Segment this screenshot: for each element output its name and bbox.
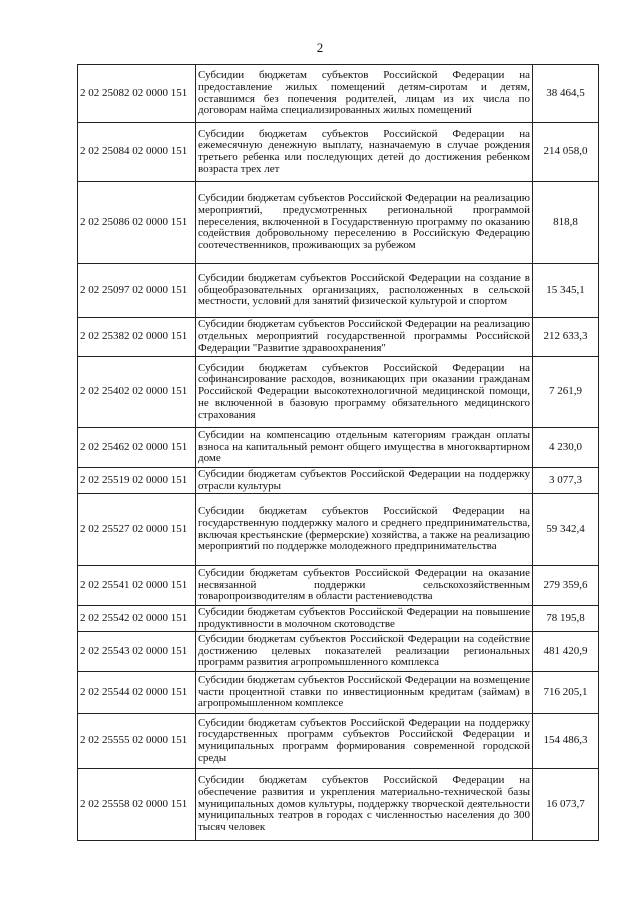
table-row (78, 318, 599, 357)
budget-description: Субсидии бюджетам субъектов Российской Федерации на ежемесячную денежную выплату, назначаемую в случае рождения третьего ребенка или последующих детей до достижения ребенком возраста трех лет (196, 123, 533, 182)
budget-amount: 15 345,1 (533, 264, 599, 318)
table-row (78, 182, 599, 264)
budget-amount: 3 077,3 (533, 468, 599, 494)
table-row (78, 769, 599, 841)
budget-description: Субсидии бюджетам субъектов Российской Федерации на обеспечение развития и укрепления материально-технической базы муниципальных домов культуры, поддержку творческой деятельности муниципальных театров в городах с численностью населения до 300 тысяч человек (196, 769, 533, 841)
budget-description: Субсидии бюджетам субъектов Российской Федерации на предоставление жилых помещений детям-сиротам и детям, оставшимся без попечения родителей, лицам из их числа по договорам найма специализированных жилых помещений (196, 65, 533, 123)
table-row (78, 264, 599, 318)
budget-table (77, 64, 599, 841)
budget-amount: 4 230,0 (533, 428, 599, 468)
budget-table-body (78, 65, 599, 841)
budget-code: 2 02 25086 02 0000 151 (78, 182, 196, 264)
budget-amount: 154 486,3 (533, 714, 599, 769)
budget-description: Субсидии бюджетам субъектов Российской Федерации на содействие достижению целевых показателей реализации региональных программ развития агропромышленного комплекса (196, 632, 533, 672)
table-row (78, 468, 599, 494)
budget-amount: 214 058,0 (533, 123, 599, 182)
budget-amount: 7 261,9 (533, 357, 599, 428)
table-row (78, 123, 599, 182)
table-row (78, 428, 599, 468)
budget-code: 2 02 25462 02 0000 151 (78, 428, 196, 468)
budget-code: 2 02 25542 02 0000 151 (78, 606, 196, 632)
budget-code: 2 02 25382 02 0000 151 (78, 318, 196, 357)
budget-description: Субсидии бюджетам субъектов Российской Федерации на софинансирование расходов, возникающих при оказании гражданам Российской Федерации высокотехнологичной медицинской помощи, не включенной в базовую программу обязательного медицинского страхования (196, 357, 533, 428)
budget-amount: 16 073,7 (533, 769, 599, 841)
budget-code: 2 02 25084 02 0000 151 (78, 123, 196, 182)
table-row (78, 606, 599, 632)
budget-code: 2 02 25097 02 0000 151 (78, 264, 196, 318)
budget-code: 2 02 25544 02 0000 151 (78, 672, 196, 714)
budget-code: 2 02 25558 02 0000 151 (78, 769, 196, 841)
budget-amount: 481 420,9 (533, 632, 599, 672)
budget-description: Субсидии бюджетам субъектов Российской Федерации на реализацию отдельных мероприятий государственной программы Российской Федерации "Развитие здравоохранения" (196, 318, 533, 357)
budget-description: Субсидии на компенсацию отдельным категориям граждан оплаты взноса на капитальный ремонт общего имущества в многоквартирном доме (196, 428, 533, 468)
budget-amount: 716 205,1 (533, 672, 599, 714)
budget-description: Субсидии бюджетам субъектов Российской Федерации на поддержку отрасли культуры (196, 468, 533, 494)
table-row (78, 714, 599, 769)
budget-code: 2 02 25543 02 0000 151 (78, 632, 196, 672)
budget-code: 2 02 25541 02 0000 151 (78, 566, 196, 606)
budget-description: Субсидии бюджетам субъектов Российской Федерации на реализацию мероприятий, предусмотренных региональной программой переселения, включенной в Государственную программу по оказанию содействия добровольному переселению в Российскую Федерацию соотечественников, проживающих за рубежом (196, 182, 533, 264)
budget-code: 2 02 25527 02 0000 151 (78, 494, 196, 566)
budget-amount: 38 464,5 (533, 65, 599, 123)
table-row (78, 357, 599, 428)
table-row (78, 65, 599, 123)
budget-amount: 279 359,6 (533, 566, 599, 606)
budget-code: 2 02 25082 02 0000 151 (78, 65, 196, 123)
table-row (78, 672, 599, 714)
page-number: 2 (316, 40, 324, 55)
table-row (78, 632, 599, 672)
table-row (78, 494, 599, 566)
budget-amount: 818,8 (533, 182, 599, 264)
budget-code: 2 02 25519 02 0000 151 (78, 468, 196, 494)
budget-code: 2 02 25555 02 0000 151 (78, 714, 196, 769)
budget-description: Субсидии бюджетам субъектов Российской Федерации на создание в общеобразовательных организациях, расположенных в сельской местности, условий для занятий физической культурой и спортом (196, 264, 533, 318)
budget-code: 2 02 25402 02 0000 151 (78, 357, 196, 428)
budget-amount: 78 195,8 (533, 606, 599, 632)
budget-description: Субсидии бюджетам субъектов Российской Федерации на государственную поддержку малого и среднего предпринимательства, включая крестьянские (фермерские) хозяйства, а также на реализацию мероприятий по поддержке молодежного предпринимательства (196, 494, 533, 566)
budget-amount: 59 342,4 (533, 494, 599, 566)
table-row (78, 566, 599, 606)
budget-description: Субсидии бюджетам субъектов Российской Федерации на поддержку государственных программ субъектов Российской Федерации и муниципальных программ формирования современной городской среды (196, 714, 533, 769)
budget-description: Субсидии бюджетам субъектов Российской Федерации на повышение продуктивности в молочном скотоводстве (196, 606, 533, 632)
budget-description: Субсидии бюджетам субъектов Российской Федерации на оказание несвязанной поддержки сельскохозяйственным товаропроизводителям в области растениеводства (196, 566, 533, 606)
budget-amount: 212 633,3 (533, 318, 599, 357)
budget-description: Субсидии бюджетам субъектов Российской Федерации на возмещение части процентной ставки по инвестиционным кредитам (займам) в агропромышленном комплексе (196, 672, 533, 714)
